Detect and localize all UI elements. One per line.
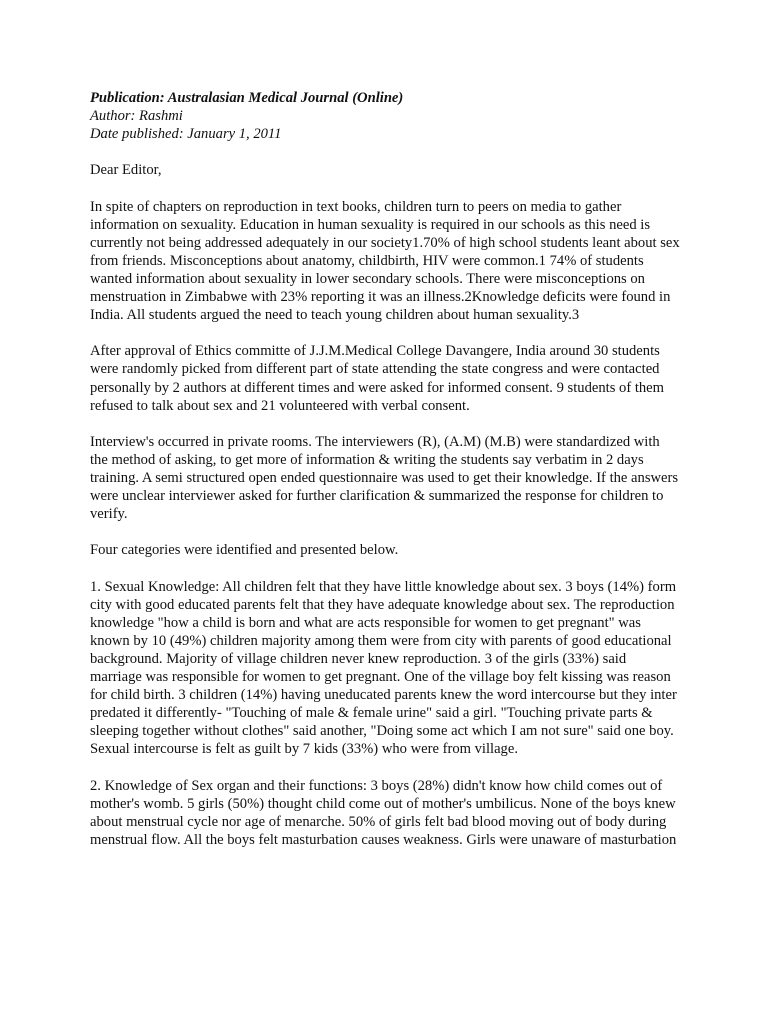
paragraph-methods-consent: After approval of Ethics committe of J.J.M.Medical College Davangere, India around 30 students were randomly picked from different part of state attending the state congress and were contacted personally by 2 authors at different times and were asked for informed consent. 9 students of them refused to talk about sex and 21 volunteered with verbal consent. [90, 343, 665, 414]
author-line: Author: Rashmi [90, 108, 183, 125]
date-line: Date published: January 1, 2011 [90, 126, 282, 143]
paragraph-sexual-knowledge: 1. Sexual Knowledge: All children felt that they have little knowledge about sex. 3 boys (14%) form city with good educated parents felt that they have adequate knowledge about sex. The reproduction knowledge "how a child is born and what are acts responsible for women to get pregnant" was known by 10 (49%) children majority among them were from city with parents of good educational background. Majority of village children never knew reproduction. 3 of the girls (33%) said marriage was responsible for women to get pregnant. One of the village boy felt kissing was reason for child birth. 3 children (14%) having uneducated parents knew the word intercourse but they inter predated it differently- "Touching of male & female urine" said a girl. "Touching private parts & sleeping together without clothes" said another, "Doing some act which I am not sure" said one boy. Sexual intercourse is felt as guilt by 7 kids (33%) who were from village. [90, 578, 677, 758]
paragraph-categories: Four categories were identified and presented below. [90, 542, 399, 559]
document-page [90, 89, 680, 849]
salutation: Dear Editor, [90, 162, 162, 179]
publication-line: Publication: Australasian Medical Journal (Online) [90, 90, 404, 106]
paragraph-sex-organ-knowledge: 2. Knowledge of Sex organ and their functions: 3 boys (28%) didn't know how child comes out of mother's womb. 5 girls (50%) thought child come out of mother's umbilicus. None of the boys knew about menstrual cycle nor age of menarche. 50% of girls felt bad blood moving out of body during menstrual flow. All the boys felt masturbation causes weakness. Girls were unaware of masturbation [90, 777, 677, 848]
paragraph-interviews: Interview's occurred in private rooms. The interviewers (R), (A.M) (M.B) were standardized with the method of asking, to get more of information & writing the students say verbatim in 2 days training. A semi structured open ended questionnaire was used to get their knowledge. If the answers were unclear interviewer asked for further clarification & summarized the response for children to verify. [90, 433, 679, 523]
paragraph-introduction: In spite of chapters on reproduction in text books, children turn to peers on media to gather information on sexuality. Education in human sexuality is required in our schools as this need is currently not being addressed adequately in our society1.70% of high school students leant about sex from friends. Misconceptions about anatomy, childbirth, HIV were common.1 74% of students wanted information about sexuality in lower secondary schools. There were misconceptions on menstruation in Zimbabwe with 23% reporting it was an illness.2Knowledge deficits were found in India. All students argued the need to teach young children about human sexuality.3 [90, 198, 680, 324]
publication-meta [90, 89, 680, 143]
